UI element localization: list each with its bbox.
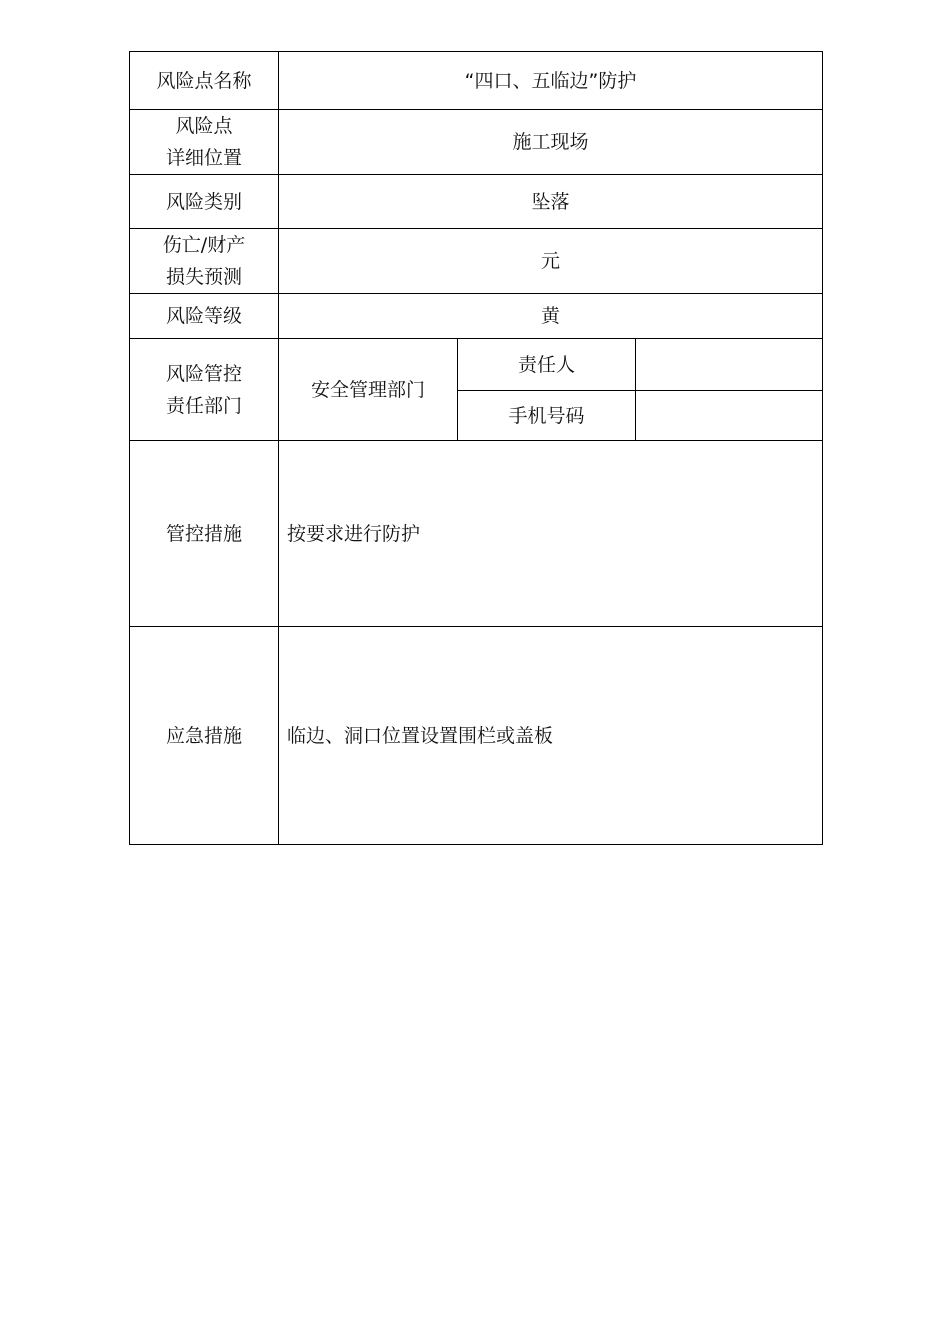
responsible-person-value [636,339,823,391]
loss-forecast-label [130,229,279,294]
row-emergency-measures [130,627,823,845]
risk-location-label-line2: 详细位置 [165,147,242,169]
row-responsible-person [130,339,823,391]
responsible-dept-value: 安全管理部门 [279,339,458,441]
loss-forecast-label-line2: 损失预测 [165,266,242,288]
row-risk-level [130,294,823,339]
risk-name-label: 风险点名称 [130,52,279,110]
risk-location-label [130,110,279,175]
loss-forecast-label-line1: 伤亡/财产 [162,234,246,256]
risk-name-value: “四口、五临边”防护 [279,52,823,110]
emergency-measures-label: 应急措施 [130,627,279,845]
row-risk-name [130,52,823,110]
risk-category-value: 坠落 [279,175,823,229]
responsible-dept-label-line1: 风险管控 [165,362,242,385]
responsible-person-label: 责任人 [458,339,636,391]
risk-category-label: 风险类别 [130,175,279,229]
responsible-dept-label [130,339,279,441]
risk-level-label: 风险等级 [130,294,279,339]
phone-number-label: 手机号码 [458,391,636,441]
risk-level-value: 黄 [279,294,823,339]
risk-location-value: 施工现场 [279,110,823,175]
emergency-measures-value: 临边、洞口位置设置围栏或盖板 [279,627,823,845]
row-risk-category [130,175,823,229]
phone-number-value [636,391,823,441]
control-measures-label: 管控措施 [130,441,279,627]
control-measures-value: 按要求进行防护 [279,441,823,627]
row-risk-location [130,110,823,175]
row-loss-forecast [130,229,823,294]
risk-point-table [129,51,823,845]
responsible-dept-label-line2: 责任部门 [165,394,242,417]
loss-forecast-value: 元 [279,229,823,294]
row-control-measures [130,441,823,627]
risk-location-label-line1: 风险点 [175,115,233,137]
